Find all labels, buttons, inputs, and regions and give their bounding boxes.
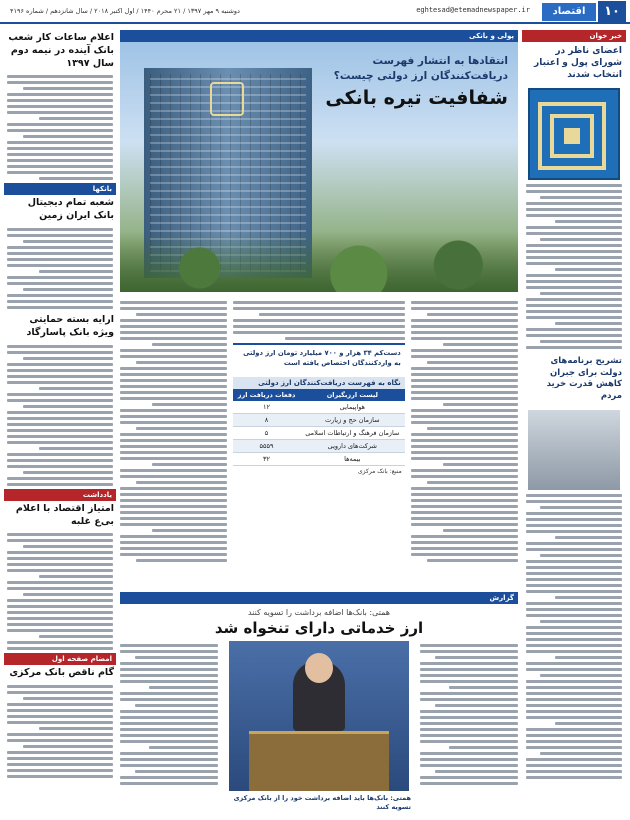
table-cell-name: سازمان حج و زیارت bbox=[300, 413, 405, 426]
left-column bbox=[4, 30, 116, 814]
left-headline-1: اعلام ساعات کار شعب بانک آینده در نیمه دوم سال ۱۳۹۷ bbox=[8, 32, 114, 69]
table-row bbox=[233, 401, 405, 414]
table-footer: منبع: بانک مرکزی bbox=[357, 467, 402, 475]
left-tag-special: امضام صفحه اول bbox=[4, 653, 116, 665]
left-headline-4: امتیاز اقتصاد با اعلام بی‌ع غلبه bbox=[15, 502, 114, 527]
hero-article-col-2 bbox=[233, 298, 405, 586]
table-cell-name: بیمه‌ها bbox=[300, 452, 405, 465]
table-cell-count: ۱۲ bbox=[233, 401, 300, 414]
section-label: اقتصاد bbox=[542, 3, 596, 21]
pull-quote: دست‌کم ۳۴ هزار و ۷۰۰ میلیارد تومان ارز دولتی به واردکنندگان اختصاص یافته است bbox=[233, 343, 405, 373]
left-body-3 bbox=[4, 345, 116, 486]
story2-body bbox=[120, 641, 518, 815]
dateline: دوشنبه ۹ مهر ۱۳۹۷ / ۲۱ محرم ۱۴۴۰ / اول اکتبر ۲۰۱۸ / سال شانزدهم / شماره ۴۱۹۶ bbox=[10, 7, 240, 15]
hero-text bbox=[298, 54, 508, 109]
email-address[interactable]: eghtesad@etemadnewspaper.ir bbox=[416, 6, 530, 14]
left-tag-note: یادداشت bbox=[4, 489, 116, 501]
left-body-2 bbox=[4, 228, 116, 309]
table-cell-count: ۵ bbox=[233, 426, 300, 439]
hero-kicker: انتقادها به انتشار فهرست دریافت‌کنندگان ارز دولتی چیست؟ bbox=[333, 55, 508, 82]
table-title: نگاه به فهرست دریافت‌کنندگان ارز دولتی bbox=[233, 377, 405, 389]
left-headline-2: شعبه تمام دیجیتال بانک ایران زمین bbox=[27, 197, 114, 222]
right-headline: اعضای ناظر در شورای پول و اعتبار انتخاب شدند bbox=[534, 46, 622, 81]
hero-article-col-1 bbox=[411, 298, 518, 586]
table-cell-count: ۵۵۵۹ bbox=[233, 439, 300, 452]
right-article-body-2 bbox=[522, 494, 626, 779]
left-body-1 bbox=[4, 75, 116, 180]
story2-photo-wrap bbox=[224, 641, 414, 815]
table-row bbox=[233, 452, 405, 465]
table-row bbox=[233, 413, 405, 426]
table-cell-name: شرکت‌های دارویی bbox=[300, 439, 405, 452]
tower-emblem bbox=[210, 82, 244, 116]
table-row bbox=[233, 426, 405, 439]
hero-photo bbox=[120, 42, 518, 292]
right-headline-2: تشریح برنامه‌های دولت برای جبران کاهش قدرت خرید مردم bbox=[546, 356, 622, 401]
left-body-4 bbox=[4, 533, 116, 650]
central-bank-logo bbox=[528, 88, 620, 180]
right-article-body bbox=[522, 184, 626, 349]
left-headline-5: گام ناقص بانک مرکزی bbox=[9, 667, 114, 679]
currency-recipients-table bbox=[233, 389, 405, 466]
left-tag-banks: بانکها bbox=[4, 183, 116, 195]
story2-col-2 bbox=[120, 641, 218, 815]
left-headline-3: ارایه بسته حمایتی ویژه بانک پاسارگاد bbox=[26, 314, 114, 338]
hero-tag: پولی و بانکی bbox=[120, 30, 518, 42]
table-cell-name: سازمان فرهنگ و ارتباطات اسلامی bbox=[300, 426, 405, 439]
right-column bbox=[522, 30, 626, 814]
hero-article-col-3 bbox=[120, 298, 227, 586]
table-cell-name: هواپیمایی bbox=[300, 401, 405, 414]
table-header-name: لیست ارزبگیران bbox=[300, 389, 405, 401]
table-cell-count: ۳۲ bbox=[233, 452, 300, 465]
story2-tag: گزارش bbox=[120, 592, 518, 604]
main-column bbox=[120, 30, 518, 814]
trees bbox=[120, 232, 518, 292]
right-tag: خبر خوان bbox=[522, 30, 626, 42]
hero-article bbox=[120, 292, 518, 592]
story2-kicker: همتی: بانک‌ها اضافه برداشت را تسویه کنند bbox=[247, 608, 391, 617]
story2-col-1 bbox=[420, 641, 518, 815]
left-body-5 bbox=[4, 685, 116, 778]
page-header bbox=[0, 0, 630, 24]
page-number: ۱۰ bbox=[598, 1, 626, 23]
table-row bbox=[233, 439, 405, 452]
official-portrait bbox=[528, 410, 620, 490]
story2-title: ارز خدماتی دارای تنخواه شد bbox=[214, 619, 424, 637]
table-header-count: دفعات دریافت ارز bbox=[233, 389, 300, 401]
photo-caption: همتی: بانک‌ها باید اضافه برداشت خود را از بانک مرکزی تسویه کنند bbox=[233, 794, 411, 812]
hero-title: شفافیت تیره بانکی bbox=[325, 87, 508, 110]
official-speaking-photo bbox=[229, 641, 409, 791]
table-cell-count: ۸ bbox=[233, 413, 300, 426]
